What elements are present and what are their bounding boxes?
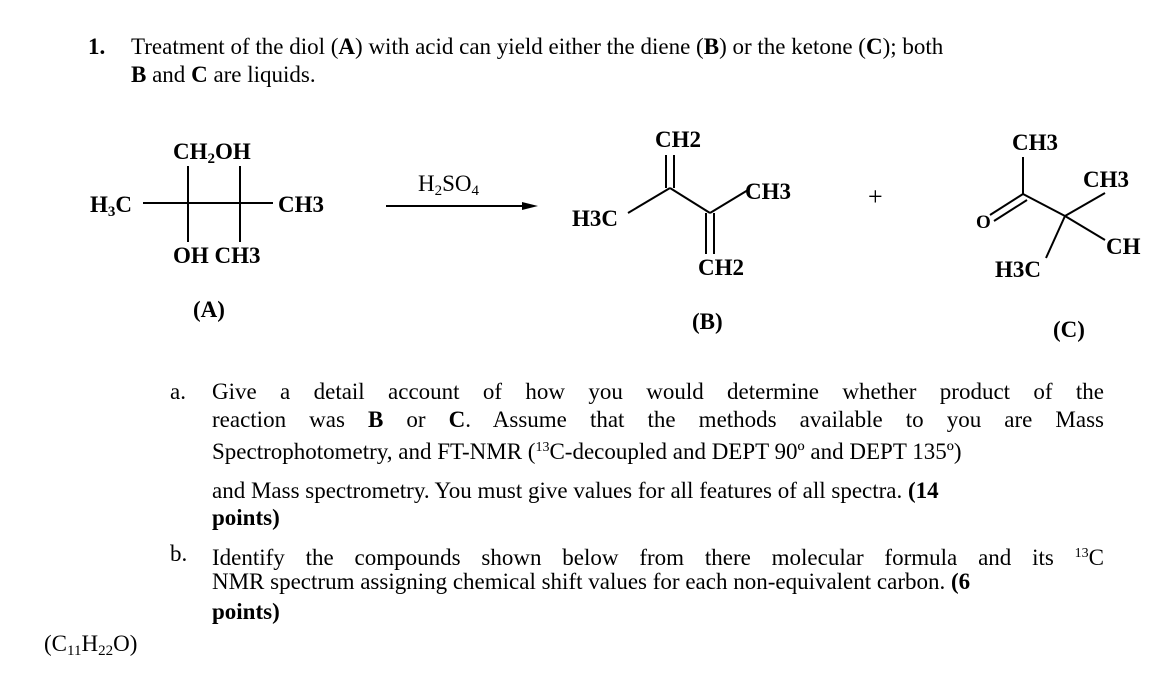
diene-bond-2 <box>670 188 710 213</box>
part-b-letter: b. <box>170 541 188 566</box>
diene-top-group: CH2 <box>655 127 701 152</box>
plus-sign: + <box>868 182 883 211</box>
ketone-oxygen: O <box>976 212 991 233</box>
part-a-line-2: reaction was B or C. Assume that the methods available to you are Mass <box>212 407 1104 432</box>
reagent-label: $H_2SO_4$ <box>418 171 480 199</box>
compound-A-label: (A) <box>193 297 225 322</box>
ketone-quaternary-bond <box>1023 194 1065 216</box>
ketone-methyl-ne-bond <box>1065 193 1105 216</box>
ketone-co-bond-a <box>990 194 1023 215</box>
diene-bond-1 <box>628 188 670 213</box>
part-b-points: (6 <box>950 569 971 594</box>
reaction-arrow-head <box>522 202 538 210</box>
part-a-line-3: Spectrophotometry, and FT-NMR ($^{13}$C-decoupled and DEPT 90º and DEPT 135º) <box>212 439 962 464</box>
intro-text-1: Treatment of the diol ( <box>131 34 339 59</box>
ketone-right-bottom-group: CH <box>1106 234 1141 259</box>
ketone-right-top-group: CH3 <box>1083 167 1129 192</box>
diol-right-group: CH3 <box>278 192 324 217</box>
diol-bottom-groups: OH CH3 <box>173 243 261 268</box>
part-a-line-5: points) <box>212 505 280 530</box>
diol-top-group: $CH_2OH$ <box>173 139 251 167</box>
intro-text-3: ) or the ketone ( <box>719 34 866 59</box>
part-a-letter: a. <box>170 379 186 404</box>
intro-text-2: ) with acid can yield either the diene ( <box>355 34 704 59</box>
part-b-line-2: NMR spectrum assigning chemical shift values for each non-equivalent carbon. (6 <box>212 569 971 594</box>
diene-left-group: H3C <box>572 206 618 231</box>
diene-right-group: CH3 <box>745 179 791 204</box>
intro-text-4: ); both <box>882 34 944 59</box>
compound-B-label: (B) <box>692 309 723 334</box>
compound-C-label: (C) <box>1053 317 1085 342</box>
diene-bond-3 <box>710 190 748 213</box>
ketone-co-bond-b <box>994 200 1027 221</box>
part-a-points: (14 <box>908 478 939 503</box>
part-a-line-4: and Mass spectrometry. You must give values for all features of all spectra. (14 <box>212 478 939 503</box>
intro-compound-B2: B <box>131 62 147 87</box>
part-b-line-1: Identify the compounds shown below from there molecular formula and its $^{13}$C <box>212 545 1104 570</box>
diene-bottom-group: CH2 <box>698 255 744 280</box>
part-b-line-3: points) <box>212 599 280 624</box>
part-a-line-1: Give a detail account of how you would determine whether product of the <box>212 379 1104 404</box>
ketone-top-group: CH3 <box>1012 130 1058 155</box>
molecular-formula: $(C_{11}H_{22}O)$ <box>44 631 138 659</box>
intro-text-5: and <box>146 62 192 87</box>
diol-left-group: $H_3C$ <box>90 192 133 220</box>
part-a-compound-C: C <box>448 407 466 432</box>
question-number: 1. <box>88 34 106 59</box>
part-a-compound-B: B <box>367 407 384 432</box>
ketone-methyl-se-bond <box>1065 216 1105 240</box>
intro-compound-C: C <box>865 34 883 59</box>
intro-text-6: are liquids. <box>207 62 316 87</box>
ketone-methyl-sw-bond <box>1046 216 1065 258</box>
intro-compound-B: B <box>703 34 720 59</box>
intro-compound-C2: C <box>191 62 208 87</box>
intro-compound-A: A <box>338 34 356 59</box>
ketone-bottom-left-group: H3C <box>995 257 1041 282</box>
